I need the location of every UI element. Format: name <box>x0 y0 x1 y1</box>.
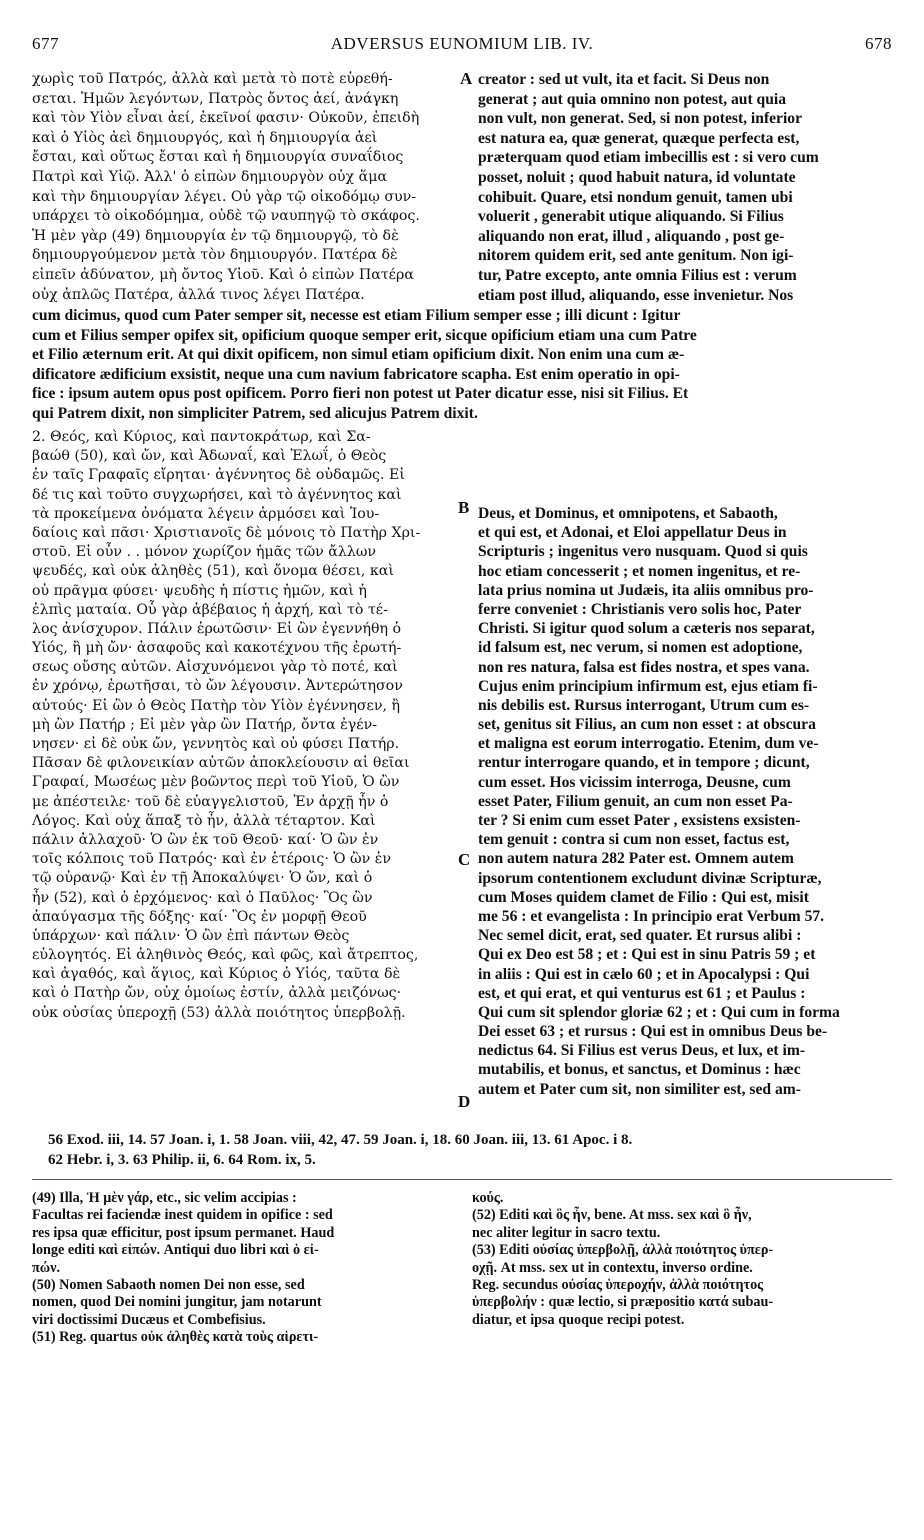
greek-line: λος ἀνίσχυρον. Πάλιν ἐρωτῶσιν· Εἰ ὢν ἐγεννήθη ὁ <box>32 620 402 637</box>
latin-line: nitorem quidem erit, sed ante genitum. Non igi- <box>478 247 794 265</box>
latin-line: creator : sed ut vult, ita et facit. Si Deus non <box>478 71 770 88</box>
note-line: κούς. <box>472 1190 504 1206</box>
greek-line: 2. Θεός, καὶ Κύριος, καὶ παντοκράτωρ, καὶ Σα- <box>32 429 371 445</box>
latin-line: cum et Filius semper opifex sit, opificium quoque semper erit, sicque opificium etiam una cum Patre <box>32 326 697 344</box>
greek-line: ἐλπὶς ματαία. Οὗ γὰρ ἀβέβαιος ἡ ἀρχή, καὶ τὸ τέ- <box>32 601 388 618</box>
greek-line: ἐν ταῖς Γραφαῖς εἴρηται· ἀγέννητος δὲ οὐδαμῶς. Εἰ <box>32 467 405 484</box>
latin-line: posset, noluit ; quod habuit natura, id voluntate <box>478 168 796 186</box>
latin-line: ipsorum contentionem excludunt divinæ Scripturæ, <box>478 869 822 887</box>
greek-line: βαώθ (50), καὶ ὤν, καὶ Ἀδωναΐ, καὶ Ἐλωΐ, ὁ Θεὸς <box>32 448 387 465</box>
latin-line: mutabilis, et bonus, et sanctus, et Dominus : hæc <box>478 1061 801 1079</box>
greek-line: ἀπαύγασμα τῆς δόξης· καί· Ὃς ἐν μορφῇ Θεοῦ <box>32 908 367 925</box>
running-header <box>32 34 892 56</box>
note-line: viri doctissimi Ducæus et Combefisius. <box>32 1311 266 1328</box>
scripture-references <box>48 1130 892 1170</box>
greek-line: Λόγος. Καὶ οὐχ ἅπαξ τὸ ἦν, ἀλλὰ τέταρτον. Καὶ <box>32 812 376 829</box>
latin-line: Scripturis ; ingenitus vero nusquam. Quod si quis <box>478 543 808 561</box>
greek-column-main <box>32 428 460 1023</box>
editorial-notes-right <box>472 1190 892 1329</box>
greek-line: καὶ τὴν δημιουργίαν λέγει. Οὐ γὰρ τῷ οἰκοδόμῳ συν- <box>32 188 417 205</box>
latin-line: cum dicimus, quod cum Pater semper sit, necesse est etiam Filium semper esse ; illi dicunt : Igitur <box>32 307 681 324</box>
greek-line: ἐν χρόνῳ, ἐρωτῆσαι, τὸ ὤν λέγουσιν. Ἀντερώτησον <box>32 678 403 695</box>
note-line: (51) Reg. quartus οὐκ ἀληθὲς κατὰ τοὺς αἱρετι- <box>32 1329 319 1346</box>
greek-line: Πατρὶ καὶ Υἱῷ. Ἀλλ' ὁ εἰπὼν δημιουργὸν οὐχ ἅμα <box>32 168 388 185</box>
latin-line: non autem natura 282 Pater est. Omnem autem <box>478 850 794 868</box>
greek-line: στοῦ. Εἰ οὖν . . μόνον χωρίζον ἡμᾶς τῶν ἄλλων <box>32 544 377 561</box>
latin-line: lata prius nomina ut Judæis, ita aliis omnibus pro- <box>478 581 814 599</box>
greek-line: νησεν· εἰ δὲ οὐκ ὤν, γεννητὸς καὶ οὐ φύσει Πατήρ. <box>32 736 400 752</box>
latin-line: Qui cum sit splendor gloriæ 62 ; et : Qui cum in forma <box>478 1003 840 1021</box>
scripture-ref-line: 62 Hebr. i, 3. 63 Philip. ii, 6. 64 Rom. ix, 5. <box>48 1152 316 1168</box>
latin-line: aliquando non erat, illud , aliquando , post ge- <box>478 227 785 245</box>
greek-line: χωρὶς τοῦ Πατρός, ἀλλὰ καὶ μετὰ τὸ ποτὲ εὑρεθή- <box>32 71 393 87</box>
latin-line: id falsum est, nec verum, si nomen est adoptione, <box>478 639 803 657</box>
greek-line: τῷ οὐρανῷ· Καὶ ἐν τῇ Ἀποκαλύψει· Ὁ ὤν, καὶ ὁ <box>32 870 373 887</box>
latin-line: Deus, et Dominus, et omnipotens, et Sabaoth, <box>478 505 778 522</box>
greek-line: Ἡ μὲν γὰρ (49) δημιουργία ἐν τῷ δημιουργῷ, τὸ δὲ <box>32 227 399 244</box>
greek-line: ὑπάρχων· καὶ πάλιν· Ὁ ὢν ἐπὶ πάντων Θεὸς <box>32 927 350 944</box>
latin-line: et Filio æternum erit. At qui dixit opificem, non simul etiam opificium dixit. Non enim una cum æ- <box>32 346 685 364</box>
latin-line: cohibuit. Quare, etsi nondum genuit, tamen ubi <box>478 188 793 206</box>
note-line: (50) Nomen Sabaoth nomen Dei non esse, sed <box>32 1277 305 1294</box>
note-line: res ipsa quæ efficitur, post ipsum permanet. Haud <box>32 1224 335 1241</box>
latin-line: tem genuit : contra si cum non esset, factus est, <box>478 831 790 849</box>
note-line: (49) Illa, Ἡ μὲν γάρ, etc., sic velim accipias : <box>32 1190 297 1206</box>
latin-line: etiam post illud, aliquando, esse invenietur. Nos <box>478 286 794 304</box>
note-line: Facultas rei faciendæ inest quidem in opifice : sed <box>32 1207 333 1224</box>
note-line: (52) Editi καὶ ὃς ἦν, bene. At mss. sex καὶ ὃ ἦν, <box>472 1207 752 1224</box>
greek-line: καὶ ἀγαθός, καὶ ἅγιος, καὶ Κύριος ὁ Υἱός, ταῦτα δὲ <box>32 966 401 983</box>
page-number-left: 677 <box>32 34 59 53</box>
greek-line: σεως οὔσης αὐτῶν. Αἰσχυνόμενοι γὰρ τὸ ποτέ, καὶ <box>32 659 398 676</box>
greek-line: σεται. Ἡμῶν λεγόντων, Πατρὸς ὄντος ἀεί, ἀνάγκη <box>32 90 399 107</box>
scripture-ref-line: 56 Exod. iii, 14. 57 Joan. i, 1. 58 Joan. viii, 42, 47. 59 Joan. i, 18. 60 Joan. iii, 13. 61 Apoc. i 8. <box>48 1132 633 1148</box>
note-line: οχῇ. At mss. sex ut in contextu, inverso ordine. <box>472 1259 753 1276</box>
latin-line: hoc etiam concesserit ; et nomen ingenitus, et re- <box>478 562 801 580</box>
latin-line: præterquam quod etiam imbecillis est : si vero cum <box>478 149 819 167</box>
greek-line: τοῖς κόλποις τοῦ Πατρός· καὶ ἐν ἑτέροις· Ὁ ὢν ἐν <box>32 851 392 868</box>
note-line: diatur, et ipsa quoque recipi potest. <box>472 1311 685 1328</box>
greek-line: οὐ πρᾶγμα φύσει· ψευδὴς ἡ πίστις ἡμῶν, καὶ ἡ <box>32 582 367 599</box>
latin-line: non vult, non generat. Sed, si non potest, inferior <box>478 110 803 128</box>
latin-line: fice : ipsum autem opus post opificem. Porro fieri non potest ut Pater dicatur esse, nisi sit Filius. Et <box>32 385 689 403</box>
note-line: ὑπερβολήν : quæ lectio, si præpositio κατά subau- <box>472 1294 774 1311</box>
note-line: (53) Editi οὐσίας ὑπερβολῇ, ἀλλὰ ποιότητος ὑπερ- <box>472 1242 774 1259</box>
latin-line: et maligna est eorum interrogatio. Etenim, dum ve- <box>478 735 819 753</box>
greek-line: οὐχ ἁπλῶς Πατέρα, ἀλλά τινος λέγει Πατέρα. <box>32 286 365 303</box>
latin-line: est, et qui erat, et qui venturus est 61 ; et Paulus : <box>478 984 806 1002</box>
note-line: Reg. secundus οὐσίας ὑπεροχήν, ἀλλὰ ποιότητος <box>472 1277 764 1294</box>
latin-column-main <box>478 504 892 1099</box>
greek-line: ψευδές, καὶ οὐκ ἀληθὲς (51), καὶ ὄνομα θέσει, καὶ <box>32 563 394 580</box>
latin-line: Dei esset 63 ; et rursus : Qui est in omnibus Deus be- <box>478 1023 828 1041</box>
greek-line: εὐλογητός. Εἰ ἀληθινὸς Θεός, καὶ φῶς, καὶ ἄτρεπτος, <box>32 947 419 964</box>
latin-line: nedictus 64. Si Filius est verus Deus, et lux, et im- <box>478 1042 806 1060</box>
margin-letter-b: B <box>458 498 470 517</box>
greek-column-top <box>32 70 460 305</box>
latin-line: et qui est, et Adonai, et Eloi appellatur Deus in <box>478 524 787 542</box>
page-number-right: 678 <box>865 34 892 53</box>
greek-line: εἰπεῖν ἀδύνατον, μὴ ὄντος Υἱοῦ. Καὶ ὁ εἰπὼν Πατέρα <box>32 266 414 283</box>
latin-line: voluerit , generabit utique aliquando. Si Filius <box>478 208 784 226</box>
latin-line: nis debilis est. Rursus interrogant, Utrum cum es- <box>478 696 810 714</box>
latin-line: ferre conveniet : Christianis vero solis hoc, Pater <box>478 600 802 618</box>
greek-line: μὴ ὢν Πατήρ ; Εἰ μὲν γὰρ ὢν Πατήρ, ὄντα ἐγέν- <box>32 716 378 733</box>
greek-line: δέ τις καὶ τοῦτο συγχωρήσει, καὶ τὸ ἀγέννητος καὶ <box>32 486 402 503</box>
note-line: nomen, quod Dei nomini jungitur, jam notarunt <box>32 1294 322 1311</box>
notes-divider <box>32 1179 892 1180</box>
greek-line: καὶ ὁ Υἱὸς ἀεὶ δημιουργός, καὶ ἡ δημιουργία ἀεὶ <box>32 129 378 146</box>
greek-line: Υἱός, ἢ μὴ ὤν· ἀσαφοῦς καὶ κακοτέχνου τῆς ἐρωτή- <box>32 640 402 657</box>
note-line: πών. <box>32 1259 61 1276</box>
latin-full-width-paragraph <box>32 306 892 424</box>
greek-line: υπάρχει τὸ οἰκοδόμημα, οὐδὲ τῷ ναυπηγῷ τὸ σκάφος. <box>32 208 420 225</box>
margin-letter-d: D <box>458 1092 471 1111</box>
latin-line: ter ? Si enim cum esset Pater , exsistens exsisten- <box>478 812 801 829</box>
greek-line: Πᾶσαν δὲ φιλονεικίαν αὐτῶν ἀποκλείουσιν αἱ θεῖαι <box>32 755 410 772</box>
latin-line: rentur interrogare quando, et in tempore ; dicunt, <box>478 754 810 772</box>
greek-line: οὐκ οὐσίας ὑπεροχῇ (53) ἀλλὰ ποιότητος ὑπερβολῇ. <box>32 1004 406 1021</box>
latin-column-top <box>478 70 892 305</box>
margin-letter-a: A <box>460 69 473 88</box>
greek-line: αὐτούς· Εἰ ὢν ὁ Θεὸς Πατὴρ τὸν Υἱὸν ἐγέννησεν, ἢ <box>32 697 401 714</box>
latin-line: set, genitus sit Filius, an cum non esset : at obscura <box>478 716 816 734</box>
greek-line: καὶ ὁ Πατὴρ ὤν, οὐχ ὁμοίως ἐστίν, ἀλλὰ μειζόνως· <box>32 985 402 1002</box>
latin-line: Cujus enim principium infirmum est, ejus etiam fi- <box>478 677 818 695</box>
latin-line: qui Patrem dixit, non simpliciter Patrem, sed alicujus Patrem dixit. <box>32 404 478 422</box>
note-line: longe editi καὶ εἰπών. Antiqui duo libri καὶ ὁ εἰ- <box>32 1242 319 1259</box>
latin-line: in aliis : Qui est in cælo 60 ; et in Apocalypsi : Qui <box>478 965 810 983</box>
note-line: nec aliter legitur in sacro textu. <box>472 1224 661 1241</box>
greek-line: δαίοις καὶ πᾶσι· Χριστιανοῖς δὲ μόνοις τὸ Πατὴρ Χρι- <box>32 524 421 541</box>
latin-line: est natura ea, quæ generat, quæque perfecta est, <box>478 129 800 147</box>
greek-line: ἔσται, καὶ οὕτως ἔσται καὶ ἡ δημιουργία συναΐδιος <box>32 149 404 166</box>
margin-letter-c: C <box>458 850 471 869</box>
greek-line: ἦν (52), καὶ ὁ ἐρχόμενος· καὶ ὁ Παῦλος· Ὃς ὢν <box>32 889 373 906</box>
latin-line: tur, Patre excepto, ante omnia Filius est : verum <box>478 266 797 284</box>
greek-line: πάλιν ἀλλαχοῦ· Ὁ ὢν ἐκ τοῦ Θεοῦ· καί· Ὁ ὢν ἐν <box>32 831 379 848</box>
greek-line: Γραφαί, Μωσέως μὲν βοῶντος περὶ τοῦ Υἱοῦ, Ὁ ὢν <box>32 774 400 791</box>
greek-line: καὶ τὸν Υἱὸν εἶναι ἀεί, ἐκεῖνοί φασιν· Οὐκοῦν, ἐπειδὴ <box>32 110 420 127</box>
greek-line: δημιουργούμενον μετὰ τὸν δημιουργόν. Πατέρα δὲ <box>32 247 398 264</box>
latin-line: Qui ex Deo est 58 ; et : Qui est in sinu Patris 59 ; et <box>478 946 816 964</box>
editorial-notes-left <box>32 1190 452 1347</box>
running-title: ADVERSUS EUNOMIUM LIB. IV. <box>330 34 594 53</box>
latin-line: Nec semel dicit, erat, sed quater. Et rursus alibi : <box>478 927 802 945</box>
latin-line: dificatore ædificium exsistit, neque una cum navium fabricatore scapha. Est enim operatio in opi- <box>32 365 680 383</box>
latin-line: Christi. Si igitur quod solum a cæteris nos separat, <box>478 620 815 638</box>
latin-line: non res natura, falsa est fides nostra, et spes vana. <box>478 658 810 676</box>
latin-line: autem et Pater cum sit, non similiter est, sed am- <box>478 1080 801 1098</box>
greek-line: τὰ προκείμενα ὀνόματα λέγειν ἁρμόσει καὶ Ἰου- <box>32 505 380 522</box>
greek-line: με ἀπέστειλε· τοῦ δὲ εὐαγγελιστοῦ, Ἐν ἀρχῇ ἦν ὁ <box>32 793 389 810</box>
latin-line: cum Moses quidem clamet de Filio : Qui est, misit <box>478 888 809 906</box>
latin-line: generat ; aut quia omnino non potest, aut quia <box>478 90 787 108</box>
latin-line: me 56 : et evangelista : In principio erat Verbum 57. <box>478 907 825 925</box>
latin-line: esset Pater, Filium genuit, an cum non esset Pa- <box>478 792 793 810</box>
latin-line: cum esset. Hos vicissim interroga, Deusne, cum <box>478 773 791 791</box>
